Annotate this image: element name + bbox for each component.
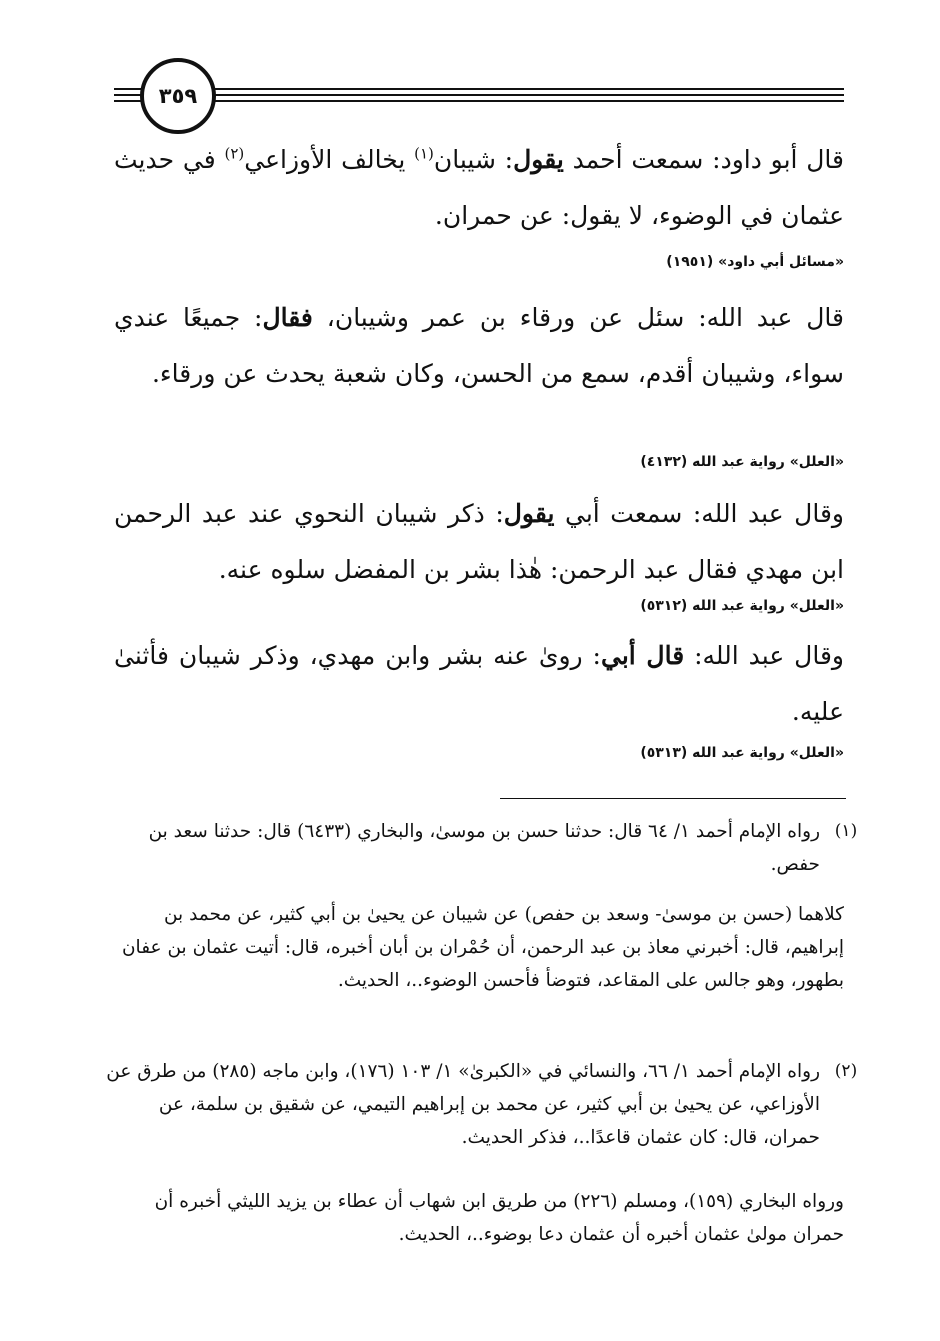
- text-run-bold: يقول: [513, 145, 564, 174]
- footnote-ref-2: (٢): [224, 144, 245, 163]
- text-run: وقال عبد الله:: [684, 641, 844, 670]
- text-run-bold: فقال: [262, 303, 313, 332]
- text-run: : ذكر شيبان النحوي عند عبد الرحمن ابن مهدي فقال عبد الرحمن: هٰذا بشر بن المفضل سلوه عنه.: [114, 499, 844, 584]
- text-run: : جميعًا عندي سواء، وشيبان أقدم، سمع من الحسن، وكان شعبة يحدث عن ورقاء.: [114, 303, 844, 388]
- footnote-number: (٢): [834, 1061, 858, 1081]
- footnote-number: (١): [834, 821, 858, 841]
- footnote-2-continuation: ورواه البخاري (١٥٩)، ومسلم (٢٢٦) من طريق ابن شهاب أن عطاء بن يزيد الليثي أخبره أن حمران مولىٰ عثمان أخبره أن عثمان دعا بوضوء..، الحديث.: [154, 1191, 844, 1245]
- source-citation: «العلل» رواية عبد الله (٥٣١٢): [640, 598, 844, 614]
- source-citation: «العلل» رواية عبد الله (٤١٣٢): [640, 454, 844, 470]
- footnote-2-text: رواه الإمام أحمد ١/ ٦٦، والنسائي في «الكبرىٰ» ١/ ١٠٣ (١٧٦)، وابن ماجه (٢٨٥) من طرق عن الأوزاعي، عن يحيىٰ بن أبي كثير، عن محمد بن إبراهيم التيمي، عن شقيق بن سلمة، عن حمران، قال: كان عثمان قاعدًا..، فذكر الحديث.: [106, 1061, 820, 1148]
- text-run-bold: قال أبي: [600, 641, 685, 670]
- footnote-1-continuation: كلاهما (حسن بن موسىٰ- وسعد بن حفص) عن شيبان عن يحيىٰ بن أبي كثير، عن محمد بن إبراهيم، قال: أخبرني معاذ بن عبد الرحمن، أن حُمْران بن أبان أخبره، قال: أتيت عثمان بن عفان بطهور، وهو جالس على المقاعد، فتوضأ فأحسن الوضوء..، الحديث.: [121, 904, 844, 991]
- paragraph-abu-dawud: [114, 132, 844, 244]
- paragraph-shayban-nahwi: [114, 486, 844, 598]
- footnote-separator: [500, 798, 846, 799]
- text-run: وقال عبد الله: سمعت أبي: [554, 499, 844, 528]
- footnote-ref-1: (١): [414, 144, 434, 163]
- paragraph-bishr-ibn-mahdi: [114, 628, 844, 740]
- source-citation: «العلل» رواية عبد الله (٥٣١٣): [640, 745, 844, 761]
- text-run: قال أبو داود: سمعت أحمد: [563, 145, 844, 174]
- text-run: في حديث عثمان في الوضوء، لا يقول: عن حمران.: [114, 145, 844, 230]
- text-run: : رویٰ عنه بشر وابن مهدي، وذكر شيبان فأثنىٰ عليه.: [114, 641, 844, 726]
- text-run: قال عبد الله: سئل عن ورقاء بن عمر وشيبان،: [312, 303, 844, 332]
- header-rule-middle: [114, 94, 844, 96]
- source-citation: «مسائل أبي داود» (١٩٥١): [666, 254, 844, 270]
- page-number: ٣٥٩: [158, 84, 198, 108]
- text-run: : شيبان: [433, 145, 514, 174]
- header-rule-top: [114, 88, 844, 90]
- page-number-circle: [140, 58, 216, 134]
- text-run: يخالف الأوزاعي: [244, 145, 415, 174]
- footnote-1-text: رواه الإمام أحمد ١/ ٦٤ قال: حدثنا حسن بن موسىٰ، والبخاري (٦٤٣٣) قال: حدثنا سعد بن حفص.: [148, 821, 820, 875]
- text-run-bold: يقول: [503, 499, 555, 528]
- paragraph-warqa-shayban: [114, 290, 844, 402]
- header-rule-bottom: [114, 100, 844, 102]
